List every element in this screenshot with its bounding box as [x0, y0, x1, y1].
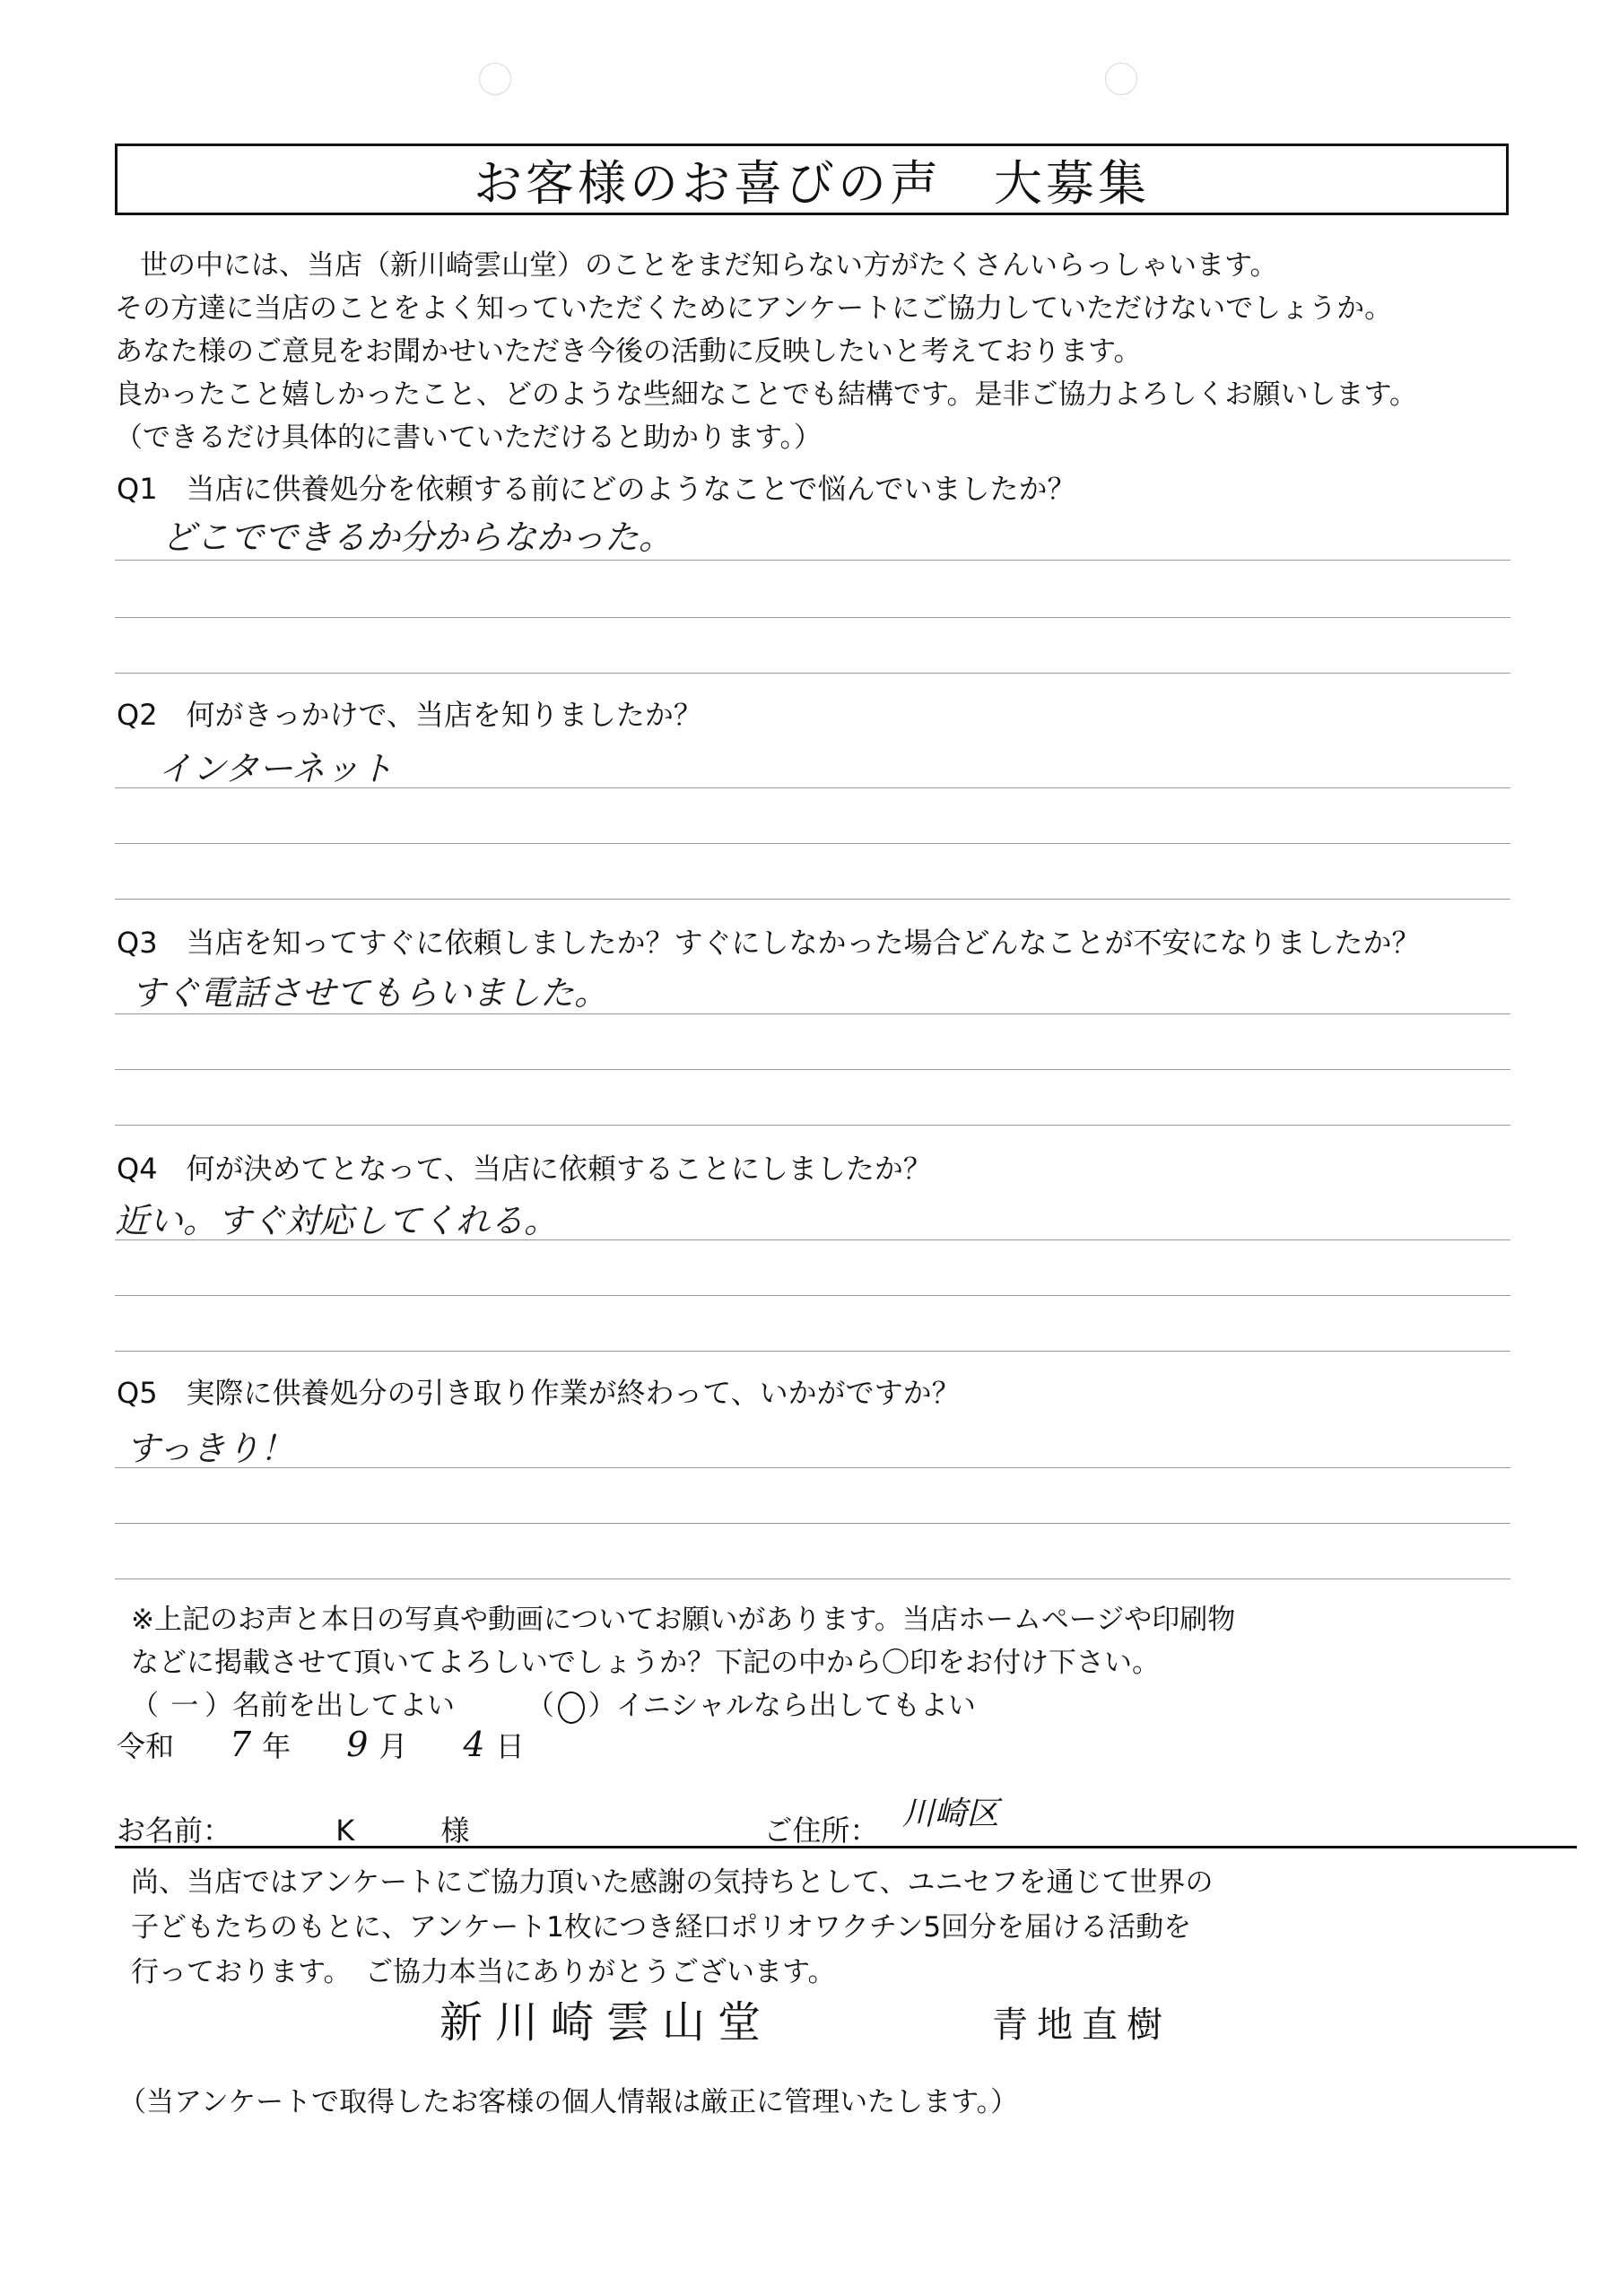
thanks-line: 子どもたちのもとに、アンケート1枚につき経口ポリオワクチン5回分を届ける活動を [131, 1911, 1192, 1944]
survey-date [117, 1724, 525, 1765]
representative-name: 青地直樹 [992, 2005, 1171, 2046]
intro-line: 世の中には、当店（新川崎雲山堂）のことをまだ知らない方がたくさんいらっしゃいます。 [140, 249, 1278, 282]
answer-line [115, 1125, 1510, 1126]
punch-hole-left [479, 63, 511, 95]
intro-line: （できるだけ具体的に書いていただけると助かります。） [115, 422, 823, 454]
answer-line [115, 1295, 1510, 1296]
punch-hole-right [1105, 63, 1137, 95]
survey-title [115, 144, 1509, 215]
answer-line [115, 617, 1510, 618]
answer-line [115, 560, 1510, 561]
date-year[interactable]: 7 [230, 1725, 252, 1764]
option-initials-label: ）イニシャルなら出してもよい [588, 1690, 976, 1722]
intro-line: その方達に当店のことをよく知っていただくためにアンケートにご協力していただけないでしょうか。 [115, 292, 1393, 325]
date-day[interactable]: 4 [463, 1725, 485, 1764]
answer-line [115, 787, 1510, 788]
answer-line [115, 1239, 1510, 1240]
option-name-label: ）名前を出してよい [205, 1690, 455, 1722]
consent-options [131, 1683, 976, 1724]
publication-consent-note [131, 1598, 1512, 1684]
date-month[interactable]: 9 [346, 1725, 369, 1764]
name-honorific: 様 [440, 1813, 470, 1848]
answer-line [115, 899, 1510, 900]
date-year-unit: 年 [262, 1729, 292, 1763]
answer-line [115, 1013, 1510, 1014]
address-label: ご住所： [763, 1813, 879, 1848]
survey-title-text: お客様のお喜びの声 大募集 [474, 154, 1150, 212]
thanks-line: 行っております。 ご協力本当にありがとうございます。 [131, 1956, 836, 1988]
answer-line [115, 1523, 1510, 1524]
question-1-label: Q1 当店に供養処分を依頼する前にどのようなことで悩んでいましたか？ [117, 472, 1076, 506]
name-label: お名前： [117, 1813, 232, 1848]
intro-paragraph [115, 244, 1514, 459]
answer-line [115, 673, 1510, 674]
question-3-answer[interactable]: すぐ電話させてもらいました。 [131, 973, 609, 1013]
intro-line: あなた様のご意見をお聞かせいただき今後の活動に反映したいと考えております。 [115, 335, 1142, 368]
option-initials-open: （ [526, 1690, 554, 1722]
answer-line [115, 1467, 1510, 1468]
customer-info-row [117, 1796, 999, 1850]
date-month-unit: 月 [379, 1729, 408, 1763]
answer-line [115, 1069, 1510, 1070]
date-day-unit: 日 [495, 1729, 525, 1763]
option-name-mark[interactable]: 一 [168, 1690, 196, 1722]
note-line: ※上記のお声と本日の写真や動画についてお願いがあります。当店ホームページや印刷物 [131, 1604, 1236, 1636]
name-value[interactable]: K [335, 1813, 355, 1848]
option-name-open: （ [131, 1690, 159, 1722]
date-era: 令和 [117, 1729, 175, 1763]
question-5-label: Q5 実際に供養処分の引き取り作業が終わって、いかがですか？ [117, 1376, 961, 1410]
intro-line: 良かったこと嬉しかったこと、どのような些細なことでも結構です。是非ご協力よろしくお願いします。 [115, 378, 1418, 411]
question-4-label: Q4 何が決めてとなって、当店に依頼することにしましたか？ [117, 1152, 932, 1186]
question-4-answer[interactable]: 近い。すぐ対応してくれる。 [115, 1201, 559, 1240]
answer-line [115, 1578, 1510, 1579]
question-1-answer[interactable]: どこでできるか分からなかった。 [161, 517, 674, 557]
privacy-notice: （当アンケートで取得したお客様の個人情報は厳正に管理いたします。） [118, 2086, 1019, 2118]
customer-info-divider [115, 1846, 1577, 1848]
question-5-answer[interactable]: すっきり！ [126, 1429, 294, 1468]
thanks-line: 尚、当店ではアンケートにご協力頂いた感謝の気持ちとして、ユニセフを通じて世界の [131, 1866, 1214, 1899]
question-3-label: Q3 当店を知ってすぐに依頼しましたか？すぐにしなかった場合どんなことが不安になりましたか？ [117, 926, 1421, 960]
option-initials-circle-mark[interactable] [558, 1692, 585, 1724]
address-value[interactable]: 川崎区 [901, 1796, 999, 1832]
question-2-label: Q2 何がきっかけで、当店を知りましたか？ [117, 698, 702, 732]
question-2-answer[interactable]: インターネット [158, 749, 394, 788]
note-line: などに掲載させて頂いてよろしいでしょうか？下記の中から〇印をお付け下さい。 [131, 1647, 1160, 1679]
shop-name: 新川崎雲山堂 [440, 1997, 774, 2048]
answer-line [115, 843, 1510, 844]
answer-line [115, 1351, 1510, 1352]
unicef-thanks-paragraph [131, 1860, 1530, 1995]
